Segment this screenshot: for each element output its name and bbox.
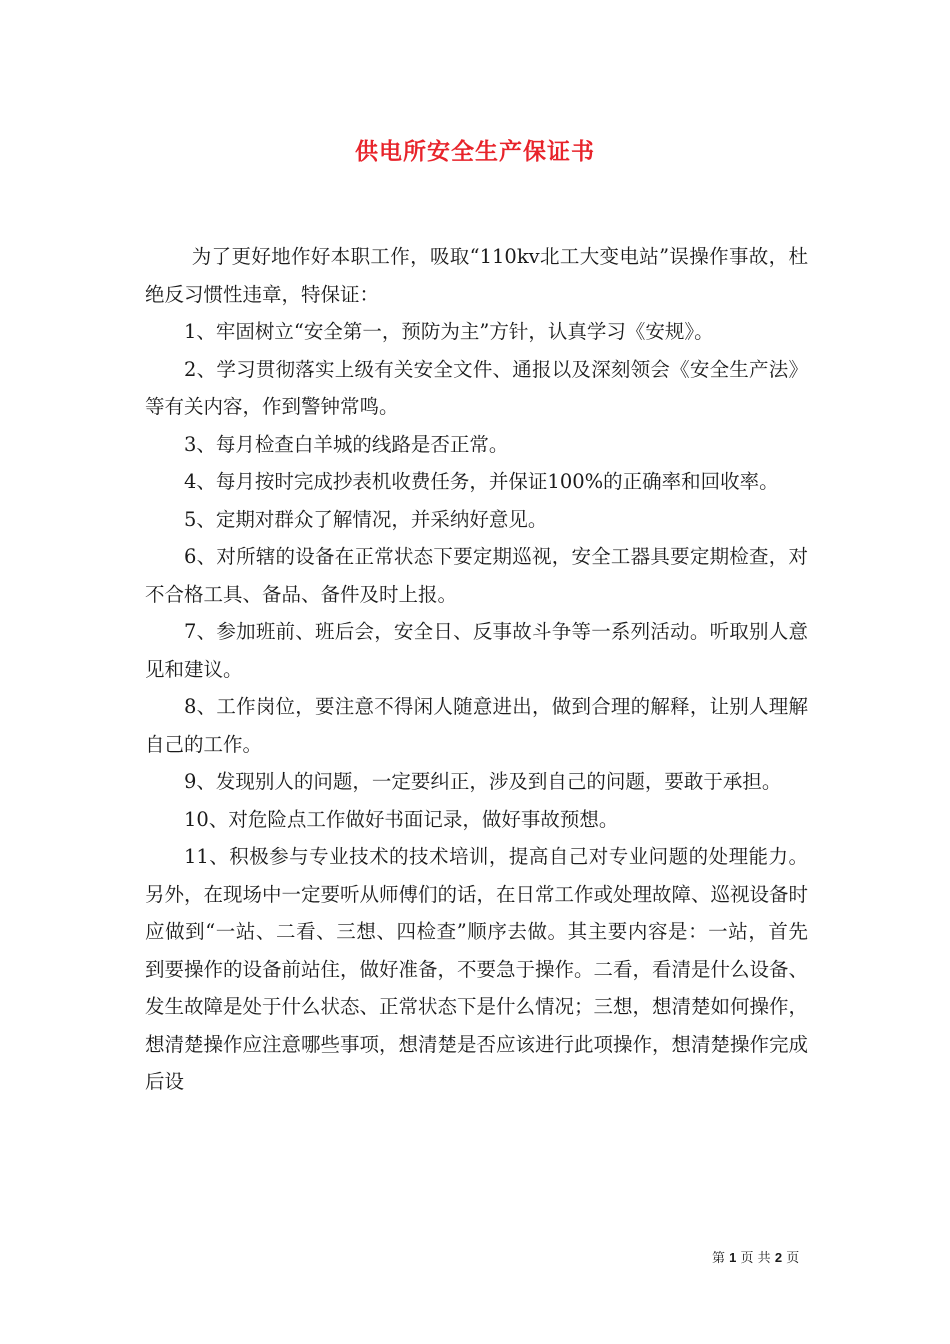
- list-item: 10、对危险点工作做好书面记录，做好事故预想。: [184, 807, 619, 831]
- total-pages-number: 2: [774, 1250, 783, 1265]
- list-item: 6、对所辖的设备在正常状态下要定期巡视，安全工器具要定期检查，对不合格工具、备品、备件及时上报。: [145, 545, 808, 606]
- list-item: 7、参加班前、班后会，安全日、反事故斗争等一系列活动。听取别人意见和建议。: [145, 620, 808, 681]
- list-item: 2、学习贯彻落实上级有关安全文件、通报以及深刻领会《安全生产法》等有关内容，作到警钟常鸣。: [145, 357, 808, 418]
- footer-suffix: 页: [786, 1251, 800, 1266]
- list-item: 8、工作岗位，要注意不得闲人随意进出，做到合理的解释，让别人理解自己的工作。: [145, 695, 808, 756]
- list-item: 3、每月检查白羊城的线路是否正常。: [184, 432, 509, 456]
- list-item: 5、定期对群众了解情况，并采纳好意见。: [184, 507, 548, 531]
- list-item: 1、牢固树立“安全第一，预防为主”方针，认真学习《安规》。: [184, 320, 714, 343]
- list-item: 11、积极参与专业技术的技术培训，提高自己对专业问题的处理能力。另外，在现场中一定要听从师傅们的话，在日常工作或处理故障、巡视设备时应做到“一站、二看、三想、四检查”顺序去做。其主要内容是：一站，首先到要操作的设备前站住，做好准备，不要急于操作。二看，看清是什么设备、发生故障是处于什么状态、正常状态下是什么情况；三想，想清楚如何操作，想清楚操作应注意哪些事项，想清楚是否应该进行此项操作，想清楚操作完成后设: [145, 845, 809, 1093]
- footer-prefix: 第: [712, 1251, 726, 1266]
- list-item: 9、发现别人的问题，一定要纠正，涉及到自己的问题，要敢于承担。: [184, 770, 782, 793]
- intro-paragraph: 为了更好地作好本职工作，吸取“110kv北工大变电站”误操作事故，杜绝反习惯性违章，特保证：: [145, 245, 808, 306]
- list-item: 4、每月按时完成抄表机收费任务，并保证100%的正确率和回收率。: [184, 470, 779, 493]
- document-body: [145, 238, 808, 1101]
- footer-middle: 页 共: [740, 1251, 771, 1266]
- page-number-footer: [712, 1247, 799, 1266]
- current-page-number: 1: [729, 1250, 737, 1265]
- document-title: 供电所安全生产保证书: [355, 138, 595, 165]
